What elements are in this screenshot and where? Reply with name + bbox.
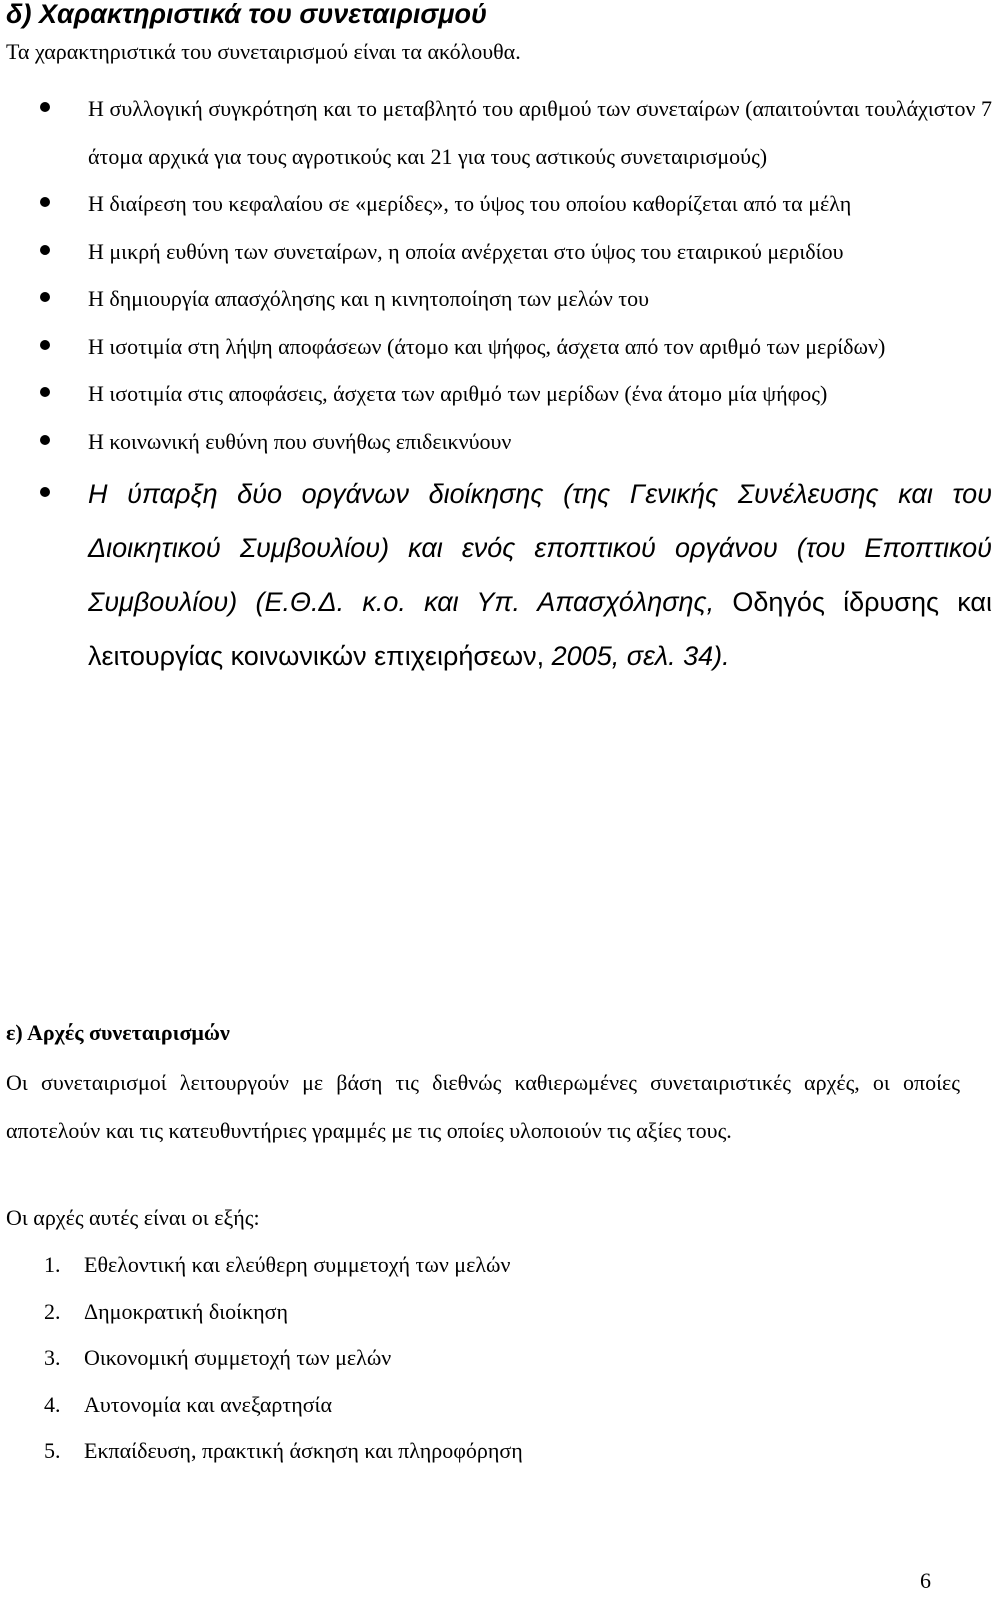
principle-item [44, 1335, 523, 1382]
principle-number: 2. [44, 1298, 61, 1324]
list-item [40, 228, 992, 276]
bullet-icon [40, 245, 50, 255]
list-item-text: Η ισοτιμία στις αποφάσεις, άσχετα των αριθμό των μερίδων (ένα άτομο μία ψήφος) [88, 381, 828, 406]
principle-item [44, 1242, 523, 1289]
principle-item [44, 1289, 523, 1336]
list-item-text: Η κοινωνική ευθύνη που συνήθως επιδεικνύουν [88, 428, 512, 454]
citation-text [88, 467, 992, 683]
list-item-text: Η συλλογική συγκρότηση και το μεταβλητό του αριθμού των συνεταίρων (απαιτούνται τουλάχιστον 7 άτομα αρχικά για τους αγροτικούς και 21 για τους αστικούς συνεταιρισμούς) [88, 96, 992, 169]
section-d-intro: Τα χαρακτηριστικά του συνεταιρισμού είναι τα ακόλουθα. [6, 39, 521, 64]
bullet-icon [40, 102, 50, 112]
list-item-text: Η διαίρεση του κεφαλαίου σε «μερίδες», το ύψος του οποίου καθορίζεται από τα μέλη [88, 191, 852, 216]
list-item [40, 418, 992, 466]
list-item [40, 370, 992, 418]
principle-text: Εκπαίδευση, πρακτική άσκηση και πληροφόρηση [84, 1438, 523, 1463]
characteristics-list [40, 85, 992, 683]
list-item [40, 323, 992, 371]
bullet-icon [40, 487, 50, 497]
bullet-icon [40, 292, 50, 302]
principle-text: Αυτονομία και ανεξαρτησία [84, 1391, 333, 1417]
principle-item [44, 1382, 523, 1429]
list-item-text: Η μικρή ευθύνη των συνεταίρων, η οποία ανέρχεται στο ύψος του εταιρικού μεριδίου [88, 238, 844, 264]
citation-guide-title: Οδηγός ίδρυσης και λειτουργίας κοινωνικών επιχειρήσεων, [88, 587, 992, 671]
list-item [40, 180, 992, 228]
principle-number: 1. [44, 1252, 61, 1277]
list-item-text: Η ισοτιμία στη λήψη αποφάσεων (άτομο και ψήφος, άσχετα από τον αριθμό των μερίδων) [88, 333, 886, 359]
list-item-citation [40, 467, 992, 683]
section-e-heading: ε) Αρχές συνεταιρισμών [6, 1020, 230, 1045]
citation-year-page: 2005, σελ. 34). [544, 641, 730, 671]
principle-text: Εθελοντική και ελεύθερη συμμετοχή των μελών [84, 1252, 511, 1277]
principles-list [44, 1242, 523, 1475]
list-item [40, 85, 992, 180]
section-d-heading: δ) Χαρακτηριστικά του συνεταιρισμού [6, 0, 488, 29]
principle-number: 4. [44, 1391, 61, 1417]
principle-text: Οικονομική συμμετοχή των μελών [84, 1345, 392, 1370]
bullet-icon [40, 340, 50, 350]
bullet-icon [40, 387, 50, 397]
section-e-paragraph: Οι συνεταιρισμοί λειτουργούν με βάση τις διεθνώς καθιερωμένες συνεταιριστικές αρχές, οι οποίες αποτελούν και τις κατευθυντήριες γραμμές με τις οποίες υλοποιούν τις αξίες τους. [6, 1070, 960, 1143]
principle-item [44, 1428, 523, 1475]
bullet-icon [40, 435, 50, 445]
page-number: 6 [920, 1568, 931, 1593]
list-item-text: Η δημιουργία απασχόλησης και η κινητοποίηση των μελών του [88, 286, 650, 311]
bullet-icon [40, 197, 50, 207]
principle-text: Δημοκρατική διοίκηση [84, 1298, 289, 1324]
citation-italic-part: Η ύπαρξη δύο οργάνων διοίκησης (της Γενικής Συνέλευσης και του Διοικητικού Συμβουλίου) και ενός εποπτικού οργάνου (του Εποπτικού Συμβουλίου) (Ε.Θ.Δ. κ.ο. και Υπ. Απασχόλησης, [88, 479, 992, 617]
principle-number: 5. [44, 1438, 61, 1463]
principle-number: 3. [44, 1345, 61, 1370]
list-item [40, 275, 992, 323]
principles-intro: Οι αρχές αυτές είναι οι εξής: [6, 1205, 260, 1230]
